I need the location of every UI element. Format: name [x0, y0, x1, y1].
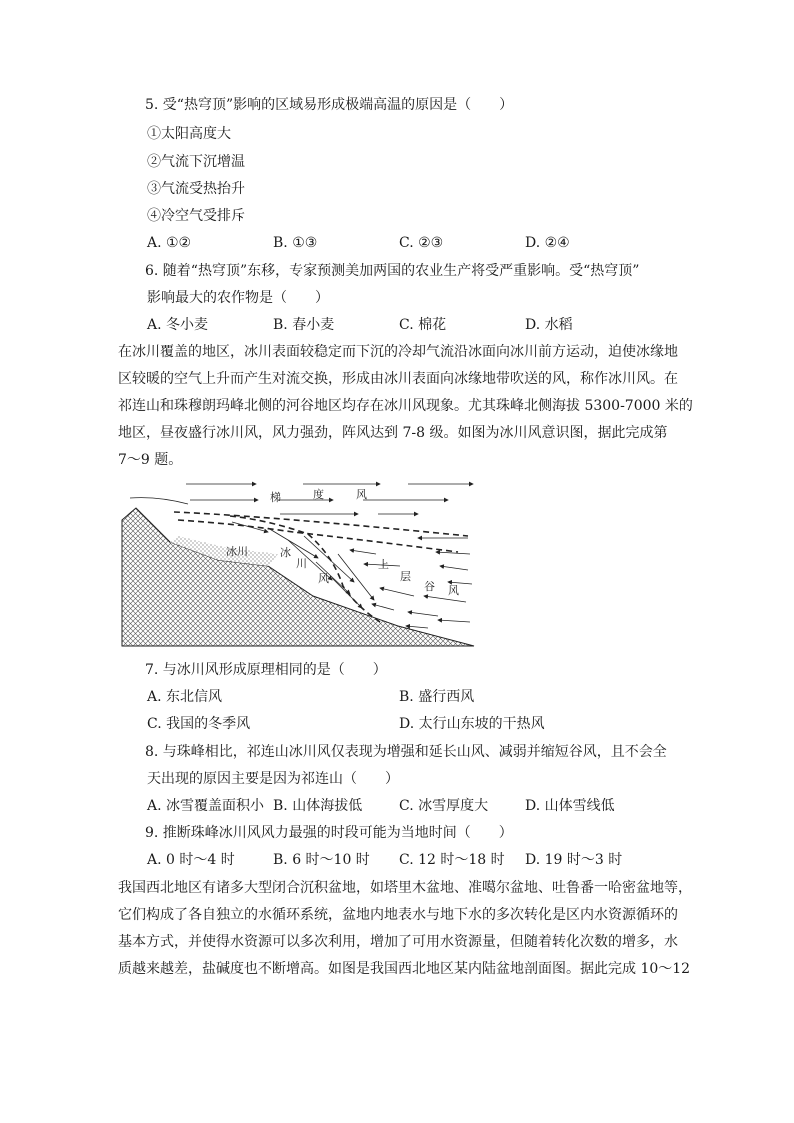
q6-stem-line1: 6. 随着“热穹顶”东移，专家预测美加两国的农业生产将受严重影响。受“热穹顶” [145, 263, 640, 279]
label-glacier-wind-3: 风 [318, 572, 329, 585]
q9-option-b[interactable]: B. 6 时～10 时 [273, 852, 370, 868]
q5-item-3: ③气流受热抬升 [147, 181, 245, 197]
label-gradient-wind-2: 度 [313, 488, 324, 501]
q5-item-1: ①太阳高度大 [147, 126, 231, 142]
q6-option-b[interactable]: B. 春小麦 [273, 317, 335, 333]
q9-option-c[interactable]: C. 12 时～18 时 [399, 852, 505, 868]
q6-option-c[interactable]: C. 棉花 [399, 317, 447, 333]
q6-option-a[interactable]: A. 冬小麦 [147, 317, 209, 333]
glacier-wind-diagram [118, 476, 482, 648]
passage1-line4: 地区，昼夜盛行冰川风，风力强劲，阵风达到 7-8 级。如图为冰川风意识图，据此完成第 [118, 425, 668, 441]
label-gradient-wind-1: 梯 [270, 491, 281, 504]
passage1-line1: 在冰川覆盖的地区，冰川表面较稳定而下沉的冷却气流沿冰面向冰川前方运动，迫使冰缘地 [118, 344, 678, 360]
q8-option-c[interactable]: C. 冰雪厚度大 [399, 798, 489, 814]
q8-option-a[interactable]: A. 冰雪覆盖面积小 [147, 798, 265, 814]
passage1-line5: 7～9 题。 [118, 452, 183, 468]
q9-stem: 9. 推断珠峰冰川风风力最强的时段可能为当地时间（ ） [145, 825, 513, 841]
q5-option-b[interactable]: B. ①③ [273, 235, 318, 251]
q5-item-4: ④冷空气受排斥 [147, 208, 245, 224]
q5-option-c[interactable]: C. ②③ [399, 235, 444, 251]
q7-option-c[interactable]: C. 我国的冬季风 [147, 716, 251, 732]
label-glacier-wind-1: 冰 [280, 546, 291, 559]
label-glacier: 冰川 [226, 545, 248, 558]
label-valley-wind-2: 层 [400, 570, 411, 583]
label-gradient-wind-3: 风 [356, 488, 367, 501]
q5-item-2: ②气流下沉增温 [147, 154, 245, 170]
q9-option-d[interactable]: D. 19 时～3 时 [525, 852, 623, 868]
label-valley-wind-1: 上 [378, 558, 389, 571]
passage2-line4: 质越来越差，盐碱度也不断增高。如图是我国西北地区某内陆盆地剖面图。据此完成 10～12 [118, 961, 691, 977]
q6-stem-line2: 影响最大的农作物是（ ） [147, 290, 329, 306]
label-glacier-wind-2: 川 [296, 557, 307, 570]
q7-option-a[interactable]: A. 东北信风 [147, 689, 223, 705]
q9-option-a[interactable]: A. 0 时～4 时 [147, 852, 235, 868]
q8-option-d[interactable]: D. 山体雪线低 [525, 798, 615, 814]
label-valley-wind-3: 谷 [424, 580, 435, 593]
q5-option-a[interactable]: A. ①② [147, 235, 192, 251]
passage2-line3: 基本方式，并使得水资源可以多次利用，增加了可用水资源量，但随着转化次数的增多，水 [118, 934, 678, 950]
passage1-line2: 区较暖的空气上升而产生对流交换，形成由冰川表面向冰缘地带吹送的风，称作冰川风。在 [118, 371, 678, 387]
passage1-line3: 祁连山和珠穆朗玛峰北侧的河谷地区均存在冰川风现象。尤其珠峰北侧海拔 5300-7000 米的 [118, 398, 693, 414]
q8-option-b[interactable]: B. 山体海拔低 [273, 798, 363, 814]
passage2-line1: 我国西北地区有诸多大型闭合沉积盆地，如塔里木盆地、准噶尔盆地、吐鲁番一哈密盆地等， [118, 880, 692, 896]
q7-stem: 7. 与冰川风形成原理相同的是（ ） [145, 662, 387, 678]
q8-stem-line1: 8. 与珠峰相比，祁连山冰川风仅表现为增强和延长山风、减弱并缩短谷风，且不会全 [145, 744, 667, 760]
q7-option-d[interactable]: D. 太行山东坡的干热风 [399, 716, 545, 732]
q5-stem: 5. 受“热穹顶”影响的区域易形成极端高温的原因是（ ） [145, 97, 514, 113]
label-valley-wind-4: 风 [448, 584, 459, 597]
q7-option-b[interactable]: B. 盛行西风 [399, 689, 475, 705]
q5-option-d[interactable]: D. ②④ [525, 235, 570, 251]
mountain-slope [122, 508, 474, 646]
q6-option-d[interactable]: D. 水稻 [525, 317, 573, 333]
q8-stem-line2: 天出现的原因主要是因为祁连山（ ） [147, 771, 399, 787]
passage2-line2: 它们构成了各自独立的水循环系统，盆地内地表水与地下水的多次转化是区内水资源循环的 [118, 907, 678, 923]
